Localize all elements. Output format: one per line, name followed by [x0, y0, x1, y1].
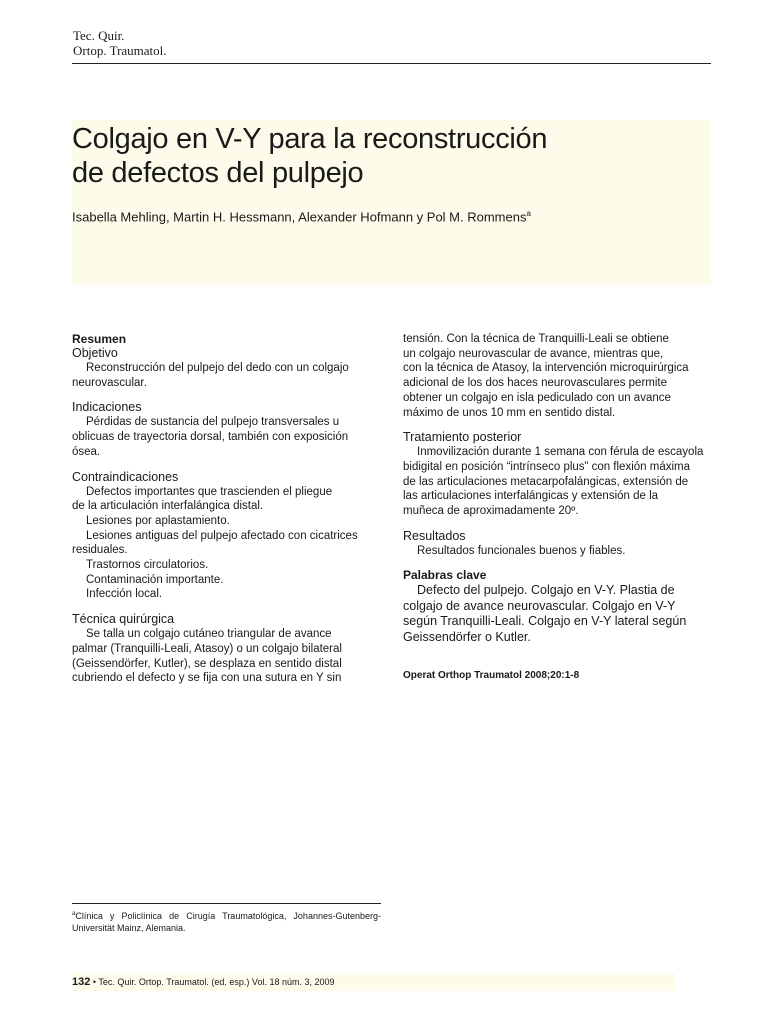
journal-name-line2: Ortop. Traumatol.: [73, 43, 167, 58]
tecnica-continuation-line: un colgajo neurovascular de avance, mientras que,: [403, 347, 664, 360]
authors-affiliation-mark: a: [526, 209, 531, 218]
footnote-mark: a: [72, 911, 76, 917]
journal-name-line1: Tec. Quir.: [73, 28, 125, 43]
tratamiento-line: de las articulaciones metacarpofalángicas, extensión de: [403, 475, 689, 488]
section-heading-objetivo: Objetivo: [72, 346, 118, 360]
resultados-line: Resultados funcionales buenos y fiables.: [417, 544, 626, 557]
indicaciones-line: ósea.: [72, 445, 101, 458]
contraindicaciones-line: Infección local.: [86, 588, 163, 601]
contraindicaciones-line: Lesiones antiguas del pulpejo afectado con cicatrices: [86, 529, 358, 542]
section-heading-resultados: Resultados: [403, 528, 466, 543]
title-line-1: Colgajo en V-Y para la reconstrucción: [72, 123, 548, 155]
keywords-line: Defecto del pulpejo. Colgajo en V-Y. Plastia de: [417, 583, 675, 598]
keywords-heading: Palabras clave: [403, 568, 487, 583]
objetivo-line: neurovascular.: [72, 376, 147, 389]
indicaciones-line: Pérdidas de sustancia del pulpejo transversales u: [86, 416, 340, 429]
tecnica-continuation-line: adicional de los dos haces neurovasculares permite: [403, 377, 668, 390]
objetivo-line: Reconstrucción del pulpejo del dedo con un colgajo: [86, 362, 349, 374]
contraindicaciones-line: Contaminación importante.: [86, 573, 224, 586]
section-heading-contraindicaciones: Contraindicaciones: [72, 469, 179, 484]
tecnica-continuation-line: con la técnica de Atasoy, la intervención microquirúrgica: [403, 362, 689, 375]
contraindicaciones-line: Trastornos circulatorios.: [86, 559, 209, 572]
footer-bullet: •: [92, 977, 97, 987]
section-heading-indicaciones: Indicaciones: [72, 400, 142, 415]
contraindicaciones-line: Defectos importantes que trascienden el pliegue: [86, 485, 333, 498]
authors-text: Isabella Mehling, Martin H. Hessmann, Alexander Hofmann y Pol M. Rommens: [72, 209, 527, 225]
tecnica-line: palmar (Tranquilli-Leali, Atasoy) o un colgajo bilateral: [72, 642, 342, 655]
title-line-2: de defectos del pulpejo: [72, 157, 364, 189]
contraindicaciones-line: de la articulación interfalángica distal.: [72, 500, 264, 513]
tratamiento-line: Inmovilización durante 1 semana con férula de escayola: [417, 446, 704, 459]
tecnica-line: cubriendo el defecto y se fija con una sutura en Y sin: [72, 672, 342, 685]
tratamiento-line: las articulaciones interfalángicas y extensión de la: [403, 490, 659, 503]
tecnica-continuation-line: máximo de unos 10 mm en sentido distal.: [403, 406, 616, 419]
header-rule: [72, 63, 711, 64]
tecnica-line: (Geissendörfer, Kutler), se desplaza en sentido distal: [72, 657, 342, 670]
contraindicaciones-line: Lesiones por aplastamiento.: [86, 514, 230, 527]
tratamiento-line: bidigital en posición “intrínseco plus” con flexión máxima: [403, 460, 691, 473]
page-number: 132: [72, 976, 91, 988]
footnote-rule: [72, 903, 381, 904]
contraindicaciones-line: residuales.: [72, 544, 128, 557]
citation: Operat Orthop Traumatol 2008;20:1-8: [403, 670, 580, 682]
indicaciones-line: oblicuas de trayectoria dorsal, también con exposición: [72, 431, 349, 444]
footnote-text: Clínica y Policlínica de Cirugía Traumatológica, Johannes-Gutenberg-Universität Mainz, Alemania.: [72, 911, 381, 933]
article-title: [72, 122, 547, 190]
section-heading-tecnica: Técnica quirúrgica: [72, 612, 175, 627]
keywords-line: colgajo de avance neurovascular. Colgajo en V-Y: [403, 598, 676, 613]
affiliation-footnote: [72, 908, 381, 934]
tecnica-continuation-line: tensión. Con la técnica de Tranquilli-Leali se obtiene: [403, 333, 669, 345]
author-list: [72, 206, 531, 225]
keywords-line: según Tranquilli-Leali. Colgajo en V-Y lateral según: [403, 614, 687, 629]
tecnica-line: Se talla un colgajo cutáneo triangular de avance: [86, 628, 332, 641]
keywords-block: [403, 568, 706, 645]
journal-header: [73, 28, 167, 58]
title-block: [72, 120, 711, 285]
section-heading-tratamiento: Tratamiento posterior: [403, 430, 522, 445]
tratamiento-line: muñeca de aproximadamente 20º.: [403, 505, 579, 518]
footer-journal-info: Tec. Quir. Ortop. Traumatol. (ed. esp.) Vol. 18 núm. 3, 2009: [98, 977, 335, 987]
abstract-heading: Resumen: [72, 332, 127, 346]
abstract-left-column: [72, 332, 372, 686]
tecnica-continuation-line: obtener un colgajo en isla pediculado con un avance: [403, 391, 671, 404]
abstract-right-column: [403, 332, 706, 684]
keywords-line: Geissendörfer o Kutler.: [403, 629, 531, 644]
page-footer: [72, 976, 335, 988]
